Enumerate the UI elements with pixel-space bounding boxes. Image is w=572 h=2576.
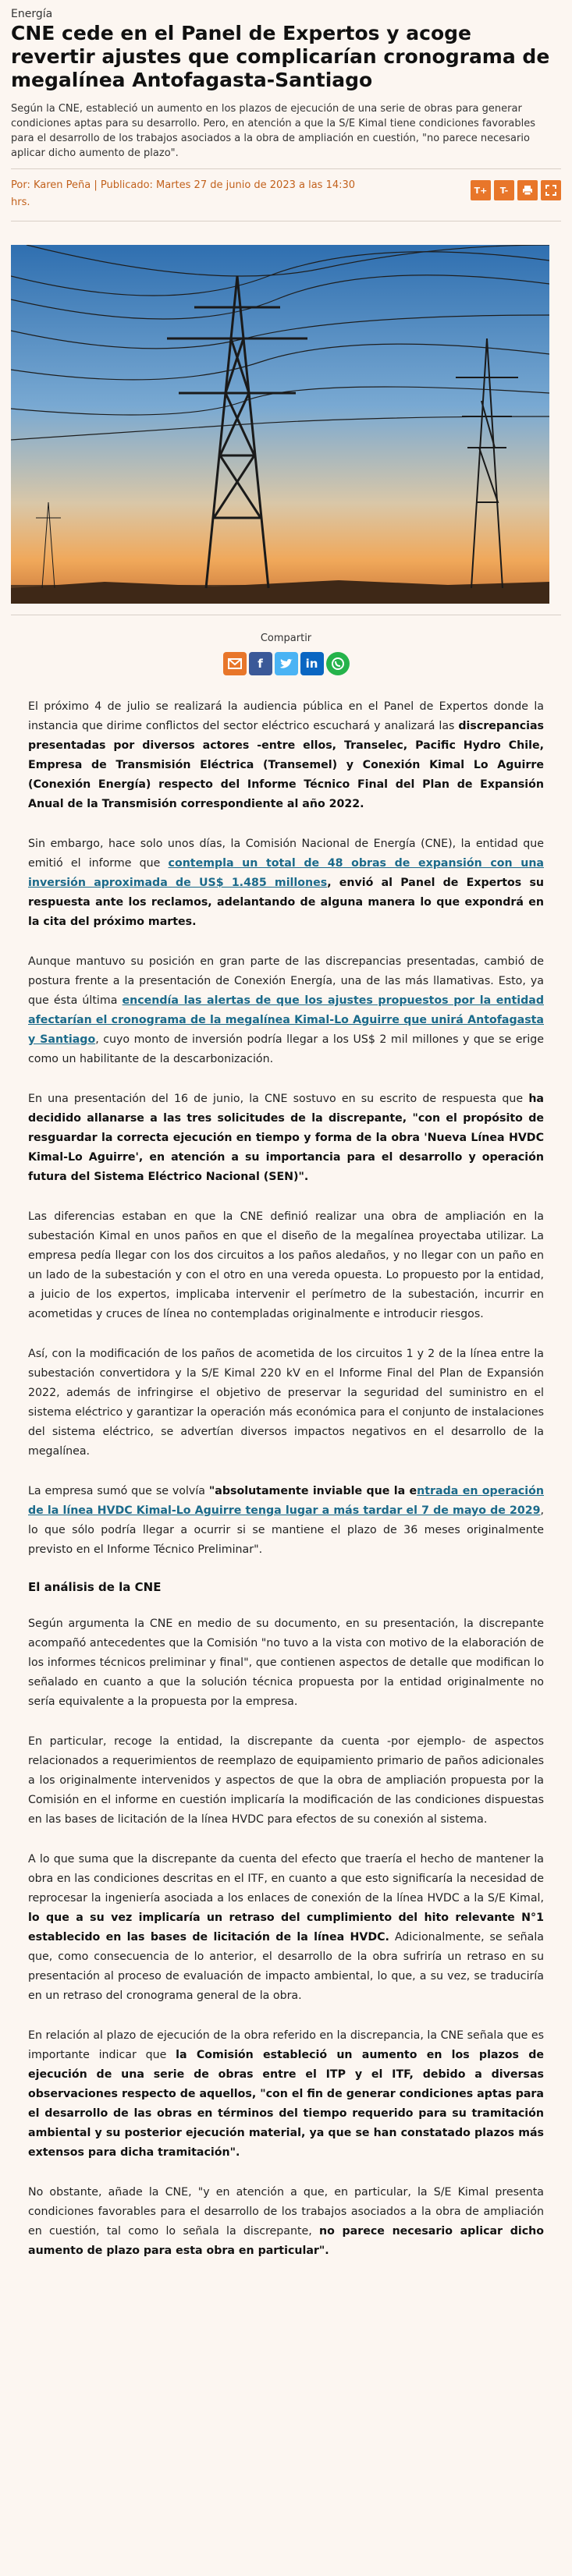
article-link[interactable]: encendía las alertas de que los ajustes propuestos por la entidad afectarían el cronograma de la megalínea Kimal-Lo Aguirre que unirá Antofagasta y Santiago bbox=[28, 994, 544, 1046]
font-decrease-button[interactable]: T- bbox=[494, 180, 514, 200]
share-section bbox=[0, 632, 572, 675]
article-link[interactable]: contempla un total de 48 obras de expansión con una inversión aproximada de US$ 1.485 millones bbox=[28, 857, 544, 889]
paragraph: Sin embargo, hace solo unos días, la Comisión Nacional de Energía (CNE), la entidad que emitió el informe que contempla un total de 48 obras de expansión con una inversión aproximada de US$ 1.485 millones, envió al Panel de Expertos su respuesta ante los reclamos, adelantando de alguna manera lo que expondrá en la cita del próximo martes. bbox=[28, 838, 544, 928]
paragraph: En una presentación del 16 de junio, la CNE sostuvo en su escrito de respuesta que ha decidido allanarse a las tres solicitudes de la discrepante, "con el propósito de resguardar la correcta ejecución en tiempo y forma de la obra 'Nueva Línea HVDC Kimal-Lo Aguirre', en atención a su importancia para el desarrollo y operación futura del Sistema Eléctrico Nacional (SEN)". bbox=[28, 1093, 544, 1183]
byline-row bbox=[11, 169, 561, 221]
twitter-icon[interactable] bbox=[275, 652, 298, 675]
article-lead: Según la CNE, estableció un aumento en los plazos de ejecución de una serie de obras para generar condiciones aptas para su desarrollo. Pero, en atención a que la S/E Kimal tiene condiciones favorables para el desarrollo de los trabajos asociados a la obra de ampliación en cuestión, "no parece necesario aplicar dicho aumento de plazo". bbox=[11, 101, 561, 169]
paragraph: La empresa sumó que se volvía "absolutamente inviable que la entrada en operación de la línea HVDC Kimal-Lo Aguirre tenga lugar a más tardar el 7 de mayo de 2029, lo que sólo podría llegar a ocurrir si se mantiene el plazo de 36 meses originalmente previsto en el Informe Técnico Preliminar". bbox=[28, 1485, 545, 1556]
article-tools bbox=[471, 180, 561, 200]
byline-suffix: hrs. bbox=[11, 197, 30, 208]
paragraph: El próximo 4 de julio se realizará la audiencia pública en el Panel de Expertos donde la instancia que dirime conflictos del sector eléctrico escuchará y analizará las discrepancias presentadas por diversos actores -entre ellos, Transelec, Pacific Hydro Chile, Empresa de Transmisión Eléctrica (Transemel) y Conexión Kimal Lo Aguirre (Conexión Energía) respecto del Informe Técnico Final del Plan de Expansión Anual de la Transmisión correspondiente al año 2022. bbox=[28, 700, 544, 810]
byline-text: Por: Karen Peña | Publicado: Martes 27 de junio de 2023 a las 14:30 bbox=[11, 179, 356, 191]
section-tag[interactable]: Energía bbox=[11, 8, 53, 20]
article-header bbox=[0, 0, 572, 221]
share-icons bbox=[0, 652, 572, 675]
hero-image bbox=[11, 245, 549, 604]
paragraph: En relación al plazo de ejecución de la obra referido en la discrepancia, la CNE señala que es importante indicar que la Comisión estableció un aumento en los plazos de ejecución de una serie de obras entre el ITP y el ITF, debido a diversas observaciones respecto de aquellos, "con el fin de generar condiciones aptas para el desarrollo de las obras en términos del tiempo requerido para su tramitación ambiental y su posterior ejecución material, ya que se han constatado plazos más extensos para dicha tramitación". bbox=[28, 2029, 544, 2159]
article-link[interactable]: ntrada en operación de la línea HVDC Kimal-Lo Aguirre tenga lugar a más tardar el 7 de mayo de 2029 bbox=[28, 1485, 545, 1517]
mail-icon[interactable] bbox=[223, 652, 247, 675]
share-label: Compartir bbox=[260, 632, 312, 644]
facebook-icon[interactable]: f bbox=[249, 652, 272, 675]
paragraph: Según argumenta la CNE en medio de su documento, en su presentación, la discrepante acompañó antecedentes que la Comisión "no tuvo a la vista con motivo de la elaboración de los informes técnicos preliminar y final", que contienen aspectos de detalle que modifican lo señalado en cuanto a que la solución técnica propuesta por la entidad originalmente no sería equivalente a la propuesta por la empresa. bbox=[28, 1618, 544, 1708]
paragraph: En particular, recoge la entidad, la discrepante da cuenta -por ejemplo- de aspectos relacionados a requerimientos de reemplazo de equipamiento primario de paños adicionales a los originalmente intervenidos y aspectos de que la obra de ampliación propuesta por la Comisión en el informe en cuestión implicaría la modificación de las condiciones dispuestas en las bases de licitación de la línea HVDC para efectos de su conexión al sistema. bbox=[28, 1735, 544, 1826]
expand-icon[interactable] bbox=[541, 180, 561, 200]
article-body bbox=[0, 675, 572, 2261]
power-towers-illustration bbox=[11, 245, 549, 604]
paragraph: A lo que suma que la discrepante da cuenta del efecto que traería el hecho de mantener la obra en las condiciones descritas en el ITF, en cuanto a que esto significaría la necesidad de reprocesar la ingeniería asociada a los enlaces de conexión de la línea HVDC a la S/E Kimal, lo que a su vez implicaría un retraso del cumplimiento del hito relevante N°1 establecido en las bases de licitación de la línea HVDC. Adicionalmente, se señala que, como consecuencia de lo anterior, el desarrollo de la obra sufriría un retraso en su presentación al proceso de evaluación de impacto ambiental, lo que, a su vez, se traduciría en un retraso del cronograma general de la obra. bbox=[28, 1853, 545, 2002]
whatsapp-icon[interactable] bbox=[326, 652, 350, 675]
byline bbox=[11, 177, 385, 211]
print-icon[interactable] bbox=[517, 180, 538, 200]
paragraph: Las diferencias estaban en que la CNE definió realizar una obra de ampliación en la subestación Kimal en unos paños en que el diseño de la megalínea proyectaba utilizar. La empresa pedía llegar con los dos circuitos a los paños aledaños, y no llegar con un paño en un lado de la subestación y con el otro en una vereda opuesta. Lo propuesto por la entidad, a juicio de los expertos, implicaba intervenir el perímetro de la subestación, incurrir en acometidas y cruces de línea no contempladas originalmente e introducir riesgos. bbox=[28, 1210, 544, 1320]
linkedin-icon[interactable]: in bbox=[300, 652, 324, 675]
paragraph: No obstante, añade la CNE, "y en atención a que, en particular, la S/E Kimal presenta condiciones favorables para el desarrollo de los trabajos asociados a la obra de ampliación en cuestión, tal como lo señala la discrepante, no parece necesario aplicar dicho aumento de plazo para esta obra en particular". bbox=[28, 2186, 544, 2257]
font-increase-button[interactable]: T+ bbox=[471, 180, 491, 200]
page-title: CNE cede en el Panel de Expertos y acoge revertir ajustes que complicarían cronograma de megalínea Antofagasta-Santiago bbox=[11, 22, 550, 91]
paragraph: Así, con la modificación de los paños de acometida de los circuitos 1 y 2 de la línea entre la subestación convertidora y la S/E Kimal 220 kV en el Informe Final del Plan de Expansión 2022, además de infringirse el objetivo de preservar la seguridad del suministro en el sistema eléctrico y garantizar la operación más económica para el conjunto de instalaciones del sistema eléctrico, se advertían diversos impactos negativos en el desarrollo de la megalínea. bbox=[28, 1348, 544, 1458]
section-heading: El análisis de la CNE bbox=[28, 1580, 162, 1594]
paragraph: Aunque mantuvo su posición en gran parte de las discrepancias presentadas, cambió de postura frente a la presentación de Conexión Energía, una de las más llamativas. Esto, ya que ésta última encendía las alertas de que los ajustes propuestos por la entidad afectarían el cronograma de la megalínea Kimal-Lo Aguirre que unirá Antofagasta y Santiago, cuyo monto de inversión podría llegar a los US$ 2 mil millones y que se erige como un habilitante de la descarbonización. bbox=[28, 955, 545, 1065]
